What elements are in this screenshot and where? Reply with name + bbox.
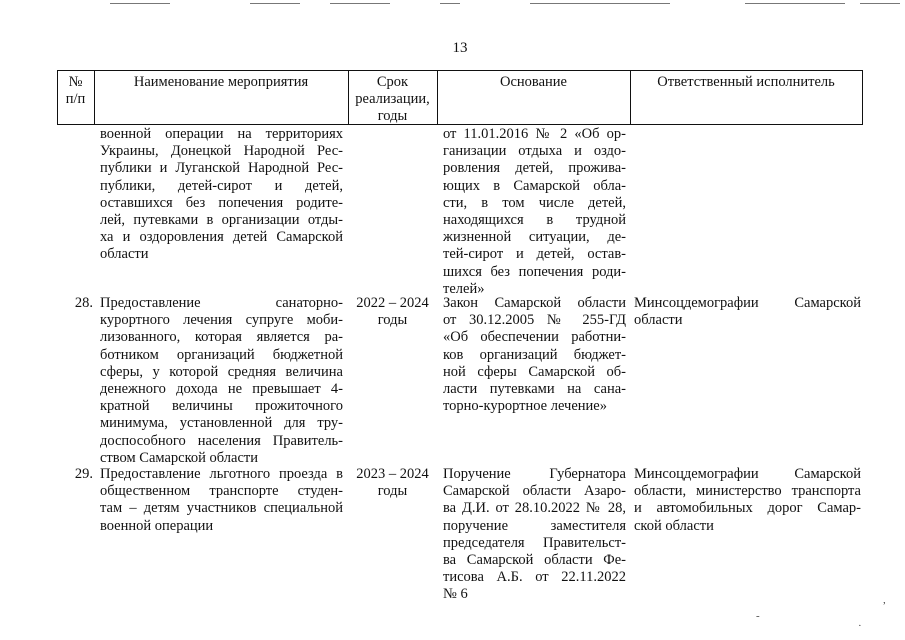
scan-artifact-line [330,3,390,4]
row-number: 28. [74,295,93,311]
text-line: области [634,312,683,329]
text-line: Предоставление санаторно- [100,295,343,311]
text-line: ганизации отдыха и оздо- [443,143,626,160]
scan-artifact-line [250,3,300,4]
text-line: ва Д.И. от 28.10.2022 № 28, [443,500,626,517]
text-line: ласти путевками на сана- [443,381,626,398]
row-name-cell [100,466,343,535]
text-line: тисова А.Б. от 22.11.2022 [443,569,626,586]
row-basis-cell [443,295,626,415]
scan-artifact-line [440,3,460,4]
text-line: жизненной ситуации, де- [443,229,626,246]
text-line: находящихся в трудной [443,212,626,229]
text-line: сферы, у которой средняя величина [100,363,343,380]
row-basis-cell [443,126,626,298]
text-line: и автомобильных дорог Самар- [634,500,861,517]
row-term-cell [348,466,437,500]
text-line: ботником организаций бюджетной [100,346,343,363]
text-line: 2023 – 2024 [356,466,429,482]
text-line: лизованного, которая является ра- [100,329,343,346]
row-name-cell [100,295,343,467]
text-line: Минсоцдемографии Самарской [634,295,861,311]
header-num-line: № [68,74,83,90]
text-line: 2022 – 2024 [356,295,429,311]
text-line: публики и Луганской Народной Рес- [100,160,343,177]
text-line: Поручение Губернатора [443,466,626,482]
scan-speck: - [756,610,760,622]
text-line: поручение заместителя [443,517,626,534]
text-line: ха и оздоровления детей Самарской [100,229,343,246]
text-line: кратной величины прожиточного [100,398,343,415]
row-basis-cell [443,466,626,604]
table-row [57,126,863,297]
text-line: публики, детей-сирот и детей, [100,177,343,194]
text-line: тей-сирот и детей, остав- [443,246,626,263]
text-line: ной сферы Самарской об- [443,363,626,380]
header-term [348,74,437,126]
text-line: курортного лечения супруге моби- [100,312,343,329]
text-line: Украины, Донецкой Народной Рес- [100,143,343,160]
text-line: ской области [634,517,714,534]
row-term-cell [348,295,437,329]
text-line: ва Самарской области Фе- [443,552,626,569]
table-row [57,295,863,466]
row-responsible-cell [634,466,861,535]
text-line: ков организаций бюджет- [443,346,626,363]
scan-artifact-line [110,3,170,4]
text-line: от 11.01.2016 № 2 «Об ор- [443,126,626,142]
text-line: лей, путевками в организации отды- [100,212,343,229]
text-line: минимума, установленной для тру- [100,415,343,432]
text-line: № 6 [443,586,468,603]
text-line: доспособного населения Правитель- [100,432,343,449]
text-line: «Об обеспечении работни- [443,329,626,346]
text-line: ровления детей, прожива- [443,160,626,177]
text-line: ством Самарской области [100,449,259,466]
scan-artifact-line [860,3,900,4]
row-name-cell [100,126,343,264]
text-line: Закон Самарской области [443,295,626,311]
row-responsible-cell [634,295,861,329]
header-name: Наименование мероприятия [133,74,309,90]
text-line: шихся без попечения роди- [443,263,626,280]
text-line: от 30.12.2005 № 255-ГД [443,312,626,329]
header-term-line: годы [377,108,408,125]
header-responsible: Ответственный исполнитель [657,74,835,90]
scan-artifact-line [530,3,670,4]
header-bottom-border [57,124,863,125]
text-line: торно-курортное лечение» [443,398,607,415]
scan-artifact-line [745,3,845,4]
text-line: сти, в том числе детей, [443,194,626,211]
header-num [57,74,94,108]
text-line: Самарской области Азаро- [443,483,626,500]
text-line: ющих в Самарской обла- [443,177,626,194]
text-line: области [100,246,149,263]
text-line: военной операции на территориях [100,126,343,142]
row-number: 29. [74,466,93,482]
table-row [57,466,863,606]
text-line: председателя Правительст- [443,534,626,551]
text-line: там – детям участников специальной [100,500,343,517]
text-line: денежного дохода не превышает 4- [100,381,343,398]
text-line: годы [377,483,408,500]
text-line: общественном транспорте студен- [100,483,343,500]
text-line: Предоставление льготного проезда в [100,466,343,482]
text-line: годы [377,312,408,329]
text-line: оставшихся без попечения родите- [100,194,343,211]
header-basis: Основание [500,74,567,90]
page-number: 13 [452,40,468,56]
header-num-line: п/п [65,91,86,108]
scan-speck: · [858,620,862,632]
text-line: военной операции [100,517,214,534]
table-right-border [862,70,863,125]
text-line: области, министерство транспорта [634,483,861,500]
text-line: телей» [443,280,485,297]
header-term-line: реализации, [355,91,430,108]
header-term-line: Срок [376,74,409,90]
scan-speck: , [883,594,886,606]
text-line: Минсоцдемографии Самарской [634,466,861,482]
table-top-border [57,70,863,71]
